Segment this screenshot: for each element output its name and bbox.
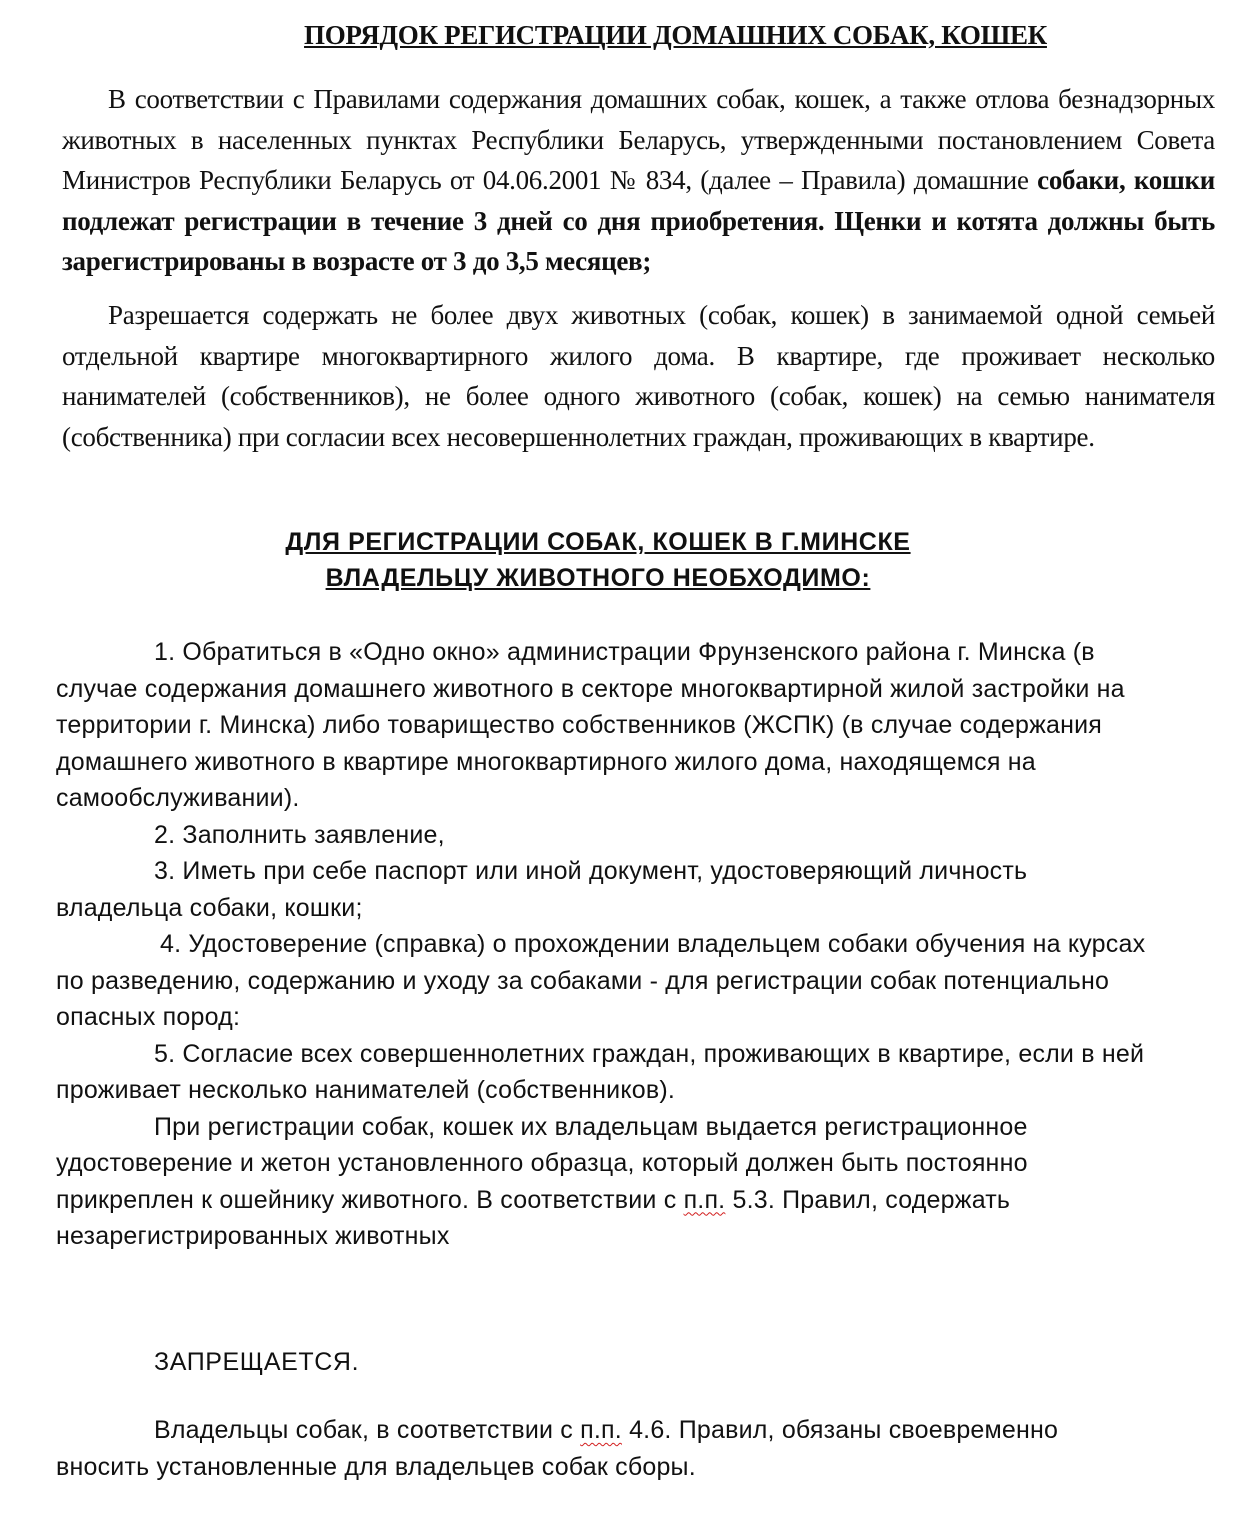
rules-text: В соответствии с Правилами содержания домашних собак, кошек, а также отлова безнадзорных животных в населенных пунктах Республики Беларусь, утвержденными постановлением Совета Министров Республики Беларусь от 04.06.2001 № 834, (далее – Правила) домашние bbox=[62, 84, 1215, 195]
list-item: 4. Удостоверение (справка) о прохождении владельцем собаки обучения на курсах по разведению, содержанию и уходу за собаками - для регистрации собак потенциально опасных пород: bbox=[56, 930, 1146, 1031]
registration-rules-paragraph bbox=[62, 79, 1215, 282]
forbidden-label: ЗАПРЕЩАЕТСЯ. bbox=[154, 1348, 360, 1376]
heading-line-1: ДЛЯ РЕГИСТРАЦИИ СОБАК, КОШЕК В Г.МИНСКЕ bbox=[285, 528, 911, 556]
spellcheck-ref: п.п. bbox=[683, 1185, 726, 1214]
heading-line-2: ВЛАДЕЛЬЦУ ЖИВОТНОГО НЕОБХОДИМО: bbox=[325, 564, 871, 592]
list-item: 2. Заполнить заявление, bbox=[154, 820, 445, 849]
owners-fees-note: Владельцы собак, в соответствии с п.п. 4.6. Правил, обязаны своевременно вносить установленные для владельцев собак сборы. bbox=[56, 1416, 1059, 1481]
document-title: ПОРЯДОК РЕГИСТРАЦИИ ДОМАШНИХ СОБАК, КОШЕК bbox=[304, 20, 1047, 50]
list-item: 5. Согласие всех совершеннолетних граждан, проживающих в квартире, если в ней проживает несколько нанимателей (собственников). bbox=[56, 1039, 1145, 1104]
registration-note: При регистрации собак, кошек их владельцам выдается регистрационное удостоверение и жетон установленного образца, который должен быть постоянно прикреплен к ошейнику животного. В соответствии с п.п. 5.3. Правил, содержать незарегистрированных животных bbox=[56, 1112, 1028, 1250]
spellcheck-ref: п.п. bbox=[580, 1416, 622, 1444]
keeping-limits-paragraph: Разрешается содержать не более двух животных (собак, кошек) в занимаемой одной семьей отдельной квартире многоквартирного жилого дома. В квартире, где проживает несколько нанимателей (собственников), не более одного животного (собак, кошек) на семью нанимателя (собственника) при согласии всех несовершеннолетних граждан, проживающих в квартире. bbox=[62, 300, 1215, 452]
rules-text-bold: собаки, кошки подлежат регистрации в течение 3 дней со дня приобретения. Щенки и котята должны быть зарегистрированы в возрасте от 3 до 3,5 месяцев; bbox=[62, 165, 1215, 276]
minsk-registration-heading bbox=[0, 524, 1196, 596]
requirements-list bbox=[56, 634, 1156, 1255]
list-item: 3. Иметь при себе паспорт или иной документ, удостоверяющий личность владельца собаки, кошки; bbox=[56, 857, 1028, 922]
list-item: 1. Обратиться в «Одно окно» администрации Фрунзенского района г. Минска (в случае содержания домашнего животного в секторе многоквартирной жилой застройки на территории г. Минска) либо товарищество собственников (ЖСПК) (в случае содержания домашнего животного в квартире многоквартирного жилого дома, находящемся на самообслуживании). bbox=[56, 638, 1125, 812]
